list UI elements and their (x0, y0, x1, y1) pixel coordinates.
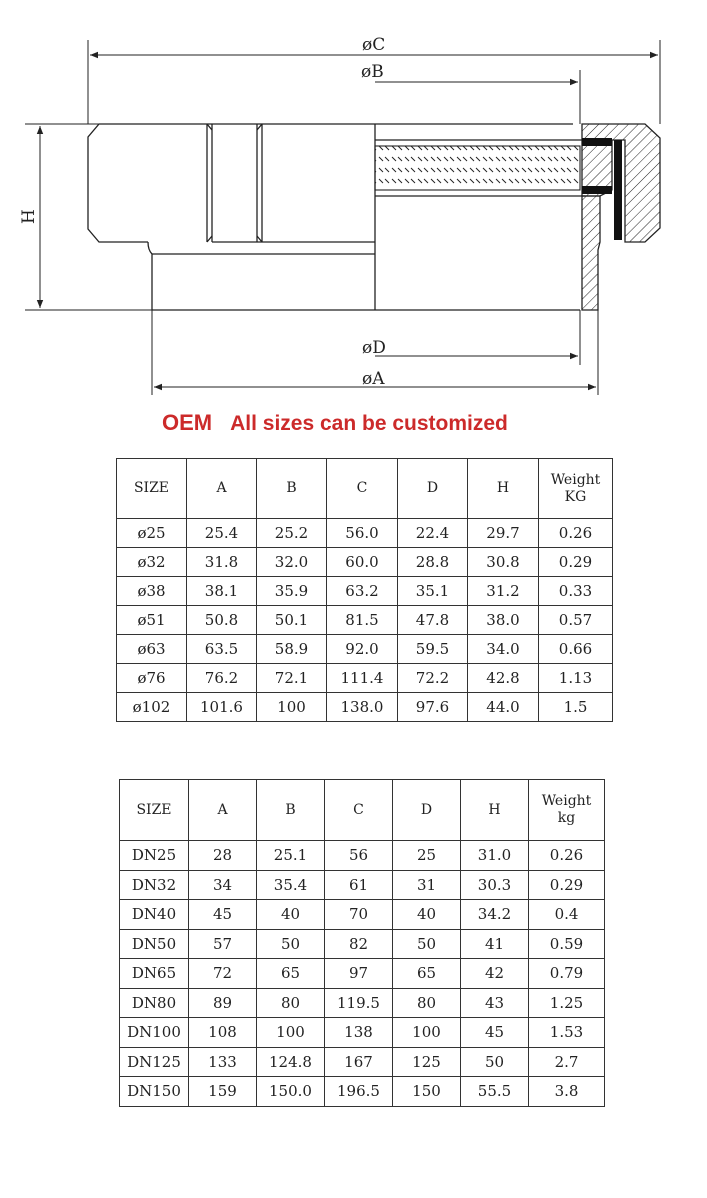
cell-weight: 0.26 (539, 519, 613, 548)
table-row (117, 606, 613, 635)
cell-weight: 0.66 (539, 635, 613, 664)
cell-a: 101.6 (187, 693, 257, 722)
header-size: SIZE (120, 780, 189, 841)
header-weight-unit: kg (557, 810, 576, 826)
cell-d: 47.8 (398, 606, 468, 635)
cell-weight: 2.7 (529, 1047, 605, 1077)
cell-d: 65 (393, 959, 461, 989)
cell-h: 55.5 (461, 1077, 529, 1107)
cell-weight: 1.5 (539, 693, 613, 722)
cell-h: 31.0 (461, 841, 529, 871)
cell-weight: 1.25 (529, 988, 605, 1018)
cell-d: 150 (393, 1077, 461, 1107)
cell-h: 34.2 (461, 900, 529, 930)
cell-b: 124.8 (257, 1047, 325, 1077)
table-row (120, 929, 605, 959)
table-header-row (117, 459, 613, 519)
table-row (117, 693, 613, 722)
cell-h: 45 (461, 1018, 529, 1048)
cell-size: DN80 (120, 988, 189, 1018)
table-row (120, 1018, 605, 1048)
cell-c: 92.0 (327, 635, 398, 664)
metric-size-table (116, 458, 613, 722)
cell-b: 80 (257, 988, 325, 1018)
cell-d: 35.1 (398, 577, 468, 606)
cell-c: 63.2 (327, 577, 398, 606)
banner-text: All sizes can be customized (230, 412, 508, 435)
header-b: B (257, 459, 327, 519)
header-c: C (327, 459, 398, 519)
cell-size: ø63 (117, 635, 187, 664)
cell-d: 40 (393, 900, 461, 930)
header-weight-unit: KG (564, 488, 587, 505)
cell-a: 159 (189, 1077, 257, 1107)
table-row (117, 664, 613, 693)
gasket-top (582, 138, 612, 146)
cell-weight: 0.29 (539, 548, 613, 577)
header-h: H (461, 780, 529, 841)
header-weight (529, 780, 605, 841)
cell-weight: 1.13 (539, 664, 613, 693)
header-d: D (398, 459, 468, 519)
cell-weight: 0.4 (529, 900, 605, 930)
cell-h: 34.0 (468, 635, 539, 664)
ferrule-hatch (582, 196, 600, 310)
cell-b: 65 (257, 959, 325, 989)
cell-a: 31.8 (187, 548, 257, 577)
cell-size: ø76 (117, 664, 187, 693)
cell-a: 63.5 (187, 635, 257, 664)
header-weight-label: Weight (550, 471, 601, 488)
cell-size: DN50 (120, 929, 189, 959)
table-row (120, 988, 605, 1018)
table-row (120, 900, 605, 930)
cell-c: 167 (325, 1047, 393, 1077)
cell-size: DN100 (120, 1018, 189, 1048)
cell-h: 42.8 (468, 664, 539, 693)
cell-c: 138.0 (327, 693, 398, 722)
cell-b: 25.1 (257, 841, 325, 871)
cell-weight: 0.57 (539, 606, 613, 635)
cell-h: 29.7 (468, 519, 539, 548)
table-row (120, 959, 605, 989)
cell-h: 38.0 (468, 606, 539, 635)
cell-c: 111.4 (327, 664, 398, 693)
cell-h: 43 (461, 988, 529, 1018)
dim-c-label: øC (362, 35, 386, 55)
cell-c: 81.5 (327, 606, 398, 635)
cell-h: 42 (461, 959, 529, 989)
cell-a: 50.8 (187, 606, 257, 635)
cell-size: ø25 (117, 519, 187, 548)
cell-a: 34 (189, 870, 257, 900)
table-row (117, 548, 613, 577)
cell-a: 133 (189, 1047, 257, 1077)
dim-b-label: øB (361, 62, 384, 82)
cell-b: 50 (257, 929, 325, 959)
dim-d-label: øD (362, 338, 386, 358)
table-row (120, 841, 605, 871)
cell-a: 45 (189, 900, 257, 930)
cell-d: 80 (393, 988, 461, 1018)
cell-b: 72.1 (257, 664, 327, 693)
gasket-bottom (582, 186, 612, 194)
glass-pane (375, 146, 580, 190)
cell-b: 32.0 (257, 548, 327, 577)
header-weight (539, 459, 613, 519)
cell-b: 100 (257, 693, 327, 722)
cell-c: 60.0 (327, 548, 398, 577)
cell-size: DN150 (120, 1077, 189, 1107)
header-a: A (187, 459, 257, 519)
cell-h: 44.0 (468, 693, 539, 722)
cell-c: 61 (325, 870, 393, 900)
header-d: D (393, 780, 461, 841)
cell-h: 30.3 (461, 870, 529, 900)
dn-size-table (119, 779, 605, 1107)
table-row (120, 870, 605, 900)
cell-size: ø32 (117, 548, 187, 577)
technical-drawing (0, 0, 707, 400)
cell-d: 50 (393, 929, 461, 959)
cell-weight: 0.26 (529, 841, 605, 871)
table-row (117, 577, 613, 606)
cell-c: 138 (325, 1018, 393, 1048)
cell-b: 100 (257, 1018, 325, 1048)
table-row (120, 1077, 605, 1107)
cell-b: 150.0 (257, 1077, 325, 1107)
cell-weight: 0.33 (539, 577, 613, 606)
cell-a: 108 (189, 1018, 257, 1048)
cell-b: 25.2 (257, 519, 327, 548)
cell-c: 196.5 (325, 1077, 393, 1107)
cell-b: 58.9 (257, 635, 327, 664)
cell-weight: 1.53 (529, 1018, 605, 1048)
cell-d: 100 (393, 1018, 461, 1048)
cell-b: 50.1 (257, 606, 327, 635)
cell-d: 97.6 (398, 693, 468, 722)
cell-weight: 3.8 (529, 1077, 605, 1107)
cell-c: 82 (325, 929, 393, 959)
table-header-row (120, 780, 605, 841)
table-row (117, 519, 613, 548)
cell-a: 28 (189, 841, 257, 871)
table-row (120, 1047, 605, 1077)
cell-d: 125 (393, 1047, 461, 1077)
cell-d: 22.4 (398, 519, 468, 548)
cell-size: ø51 (117, 606, 187, 635)
seal-ring (614, 140, 622, 240)
cell-a: 25.4 (187, 519, 257, 548)
cell-b: 35.4 (257, 870, 325, 900)
cell-c: 97 (325, 959, 393, 989)
cell-d: 31 (393, 870, 461, 900)
cell-h: 50 (461, 1047, 529, 1077)
cell-size: DN25 (120, 841, 189, 871)
customization-banner (162, 410, 508, 436)
header-weight-label: Weight (541, 793, 592, 809)
cell-c: 56.0 (327, 519, 398, 548)
header-h: H (468, 459, 539, 519)
header-size: SIZE (117, 459, 187, 519)
cell-size: DN65 (120, 959, 189, 989)
cell-a: 57 (189, 929, 257, 959)
cell-c: 56 (325, 841, 393, 871)
cell-d: 72.2 (398, 664, 468, 693)
cell-size: DN125 (120, 1047, 189, 1077)
cell-size: ø102 (117, 693, 187, 722)
table-row (117, 635, 613, 664)
cell-d: 59.5 (398, 635, 468, 664)
header-c: C (325, 780, 393, 841)
dim-a-label: øA (362, 369, 385, 389)
header-b: B (257, 780, 325, 841)
cell-weight: 0.29 (529, 870, 605, 900)
cell-a: 72 (189, 959, 257, 989)
cell-d: 25 (393, 841, 461, 871)
cell-b: 40 (257, 900, 325, 930)
dim-h-label: H (19, 209, 39, 224)
cell-c: 70 (325, 900, 393, 930)
cell-d: 28.8 (398, 548, 468, 577)
header-a: A (189, 780, 257, 841)
cell-h: 31.2 (468, 577, 539, 606)
cell-a: 89 (189, 988, 257, 1018)
oem-label: OEM (162, 410, 213, 435)
cell-size: DN32 (120, 870, 189, 900)
cell-h: 41 (461, 929, 529, 959)
cell-c: 119.5 (325, 988, 393, 1018)
cell-size: ø38 (117, 577, 187, 606)
cell-h: 30.8 (468, 548, 539, 577)
cell-size: DN40 (120, 900, 189, 930)
cell-a: 38.1 (187, 577, 257, 606)
cell-b: 35.9 (257, 577, 327, 606)
cell-a: 76.2 (187, 664, 257, 693)
cell-weight: 0.79 (529, 959, 605, 989)
cell-weight: 0.59 (529, 929, 605, 959)
